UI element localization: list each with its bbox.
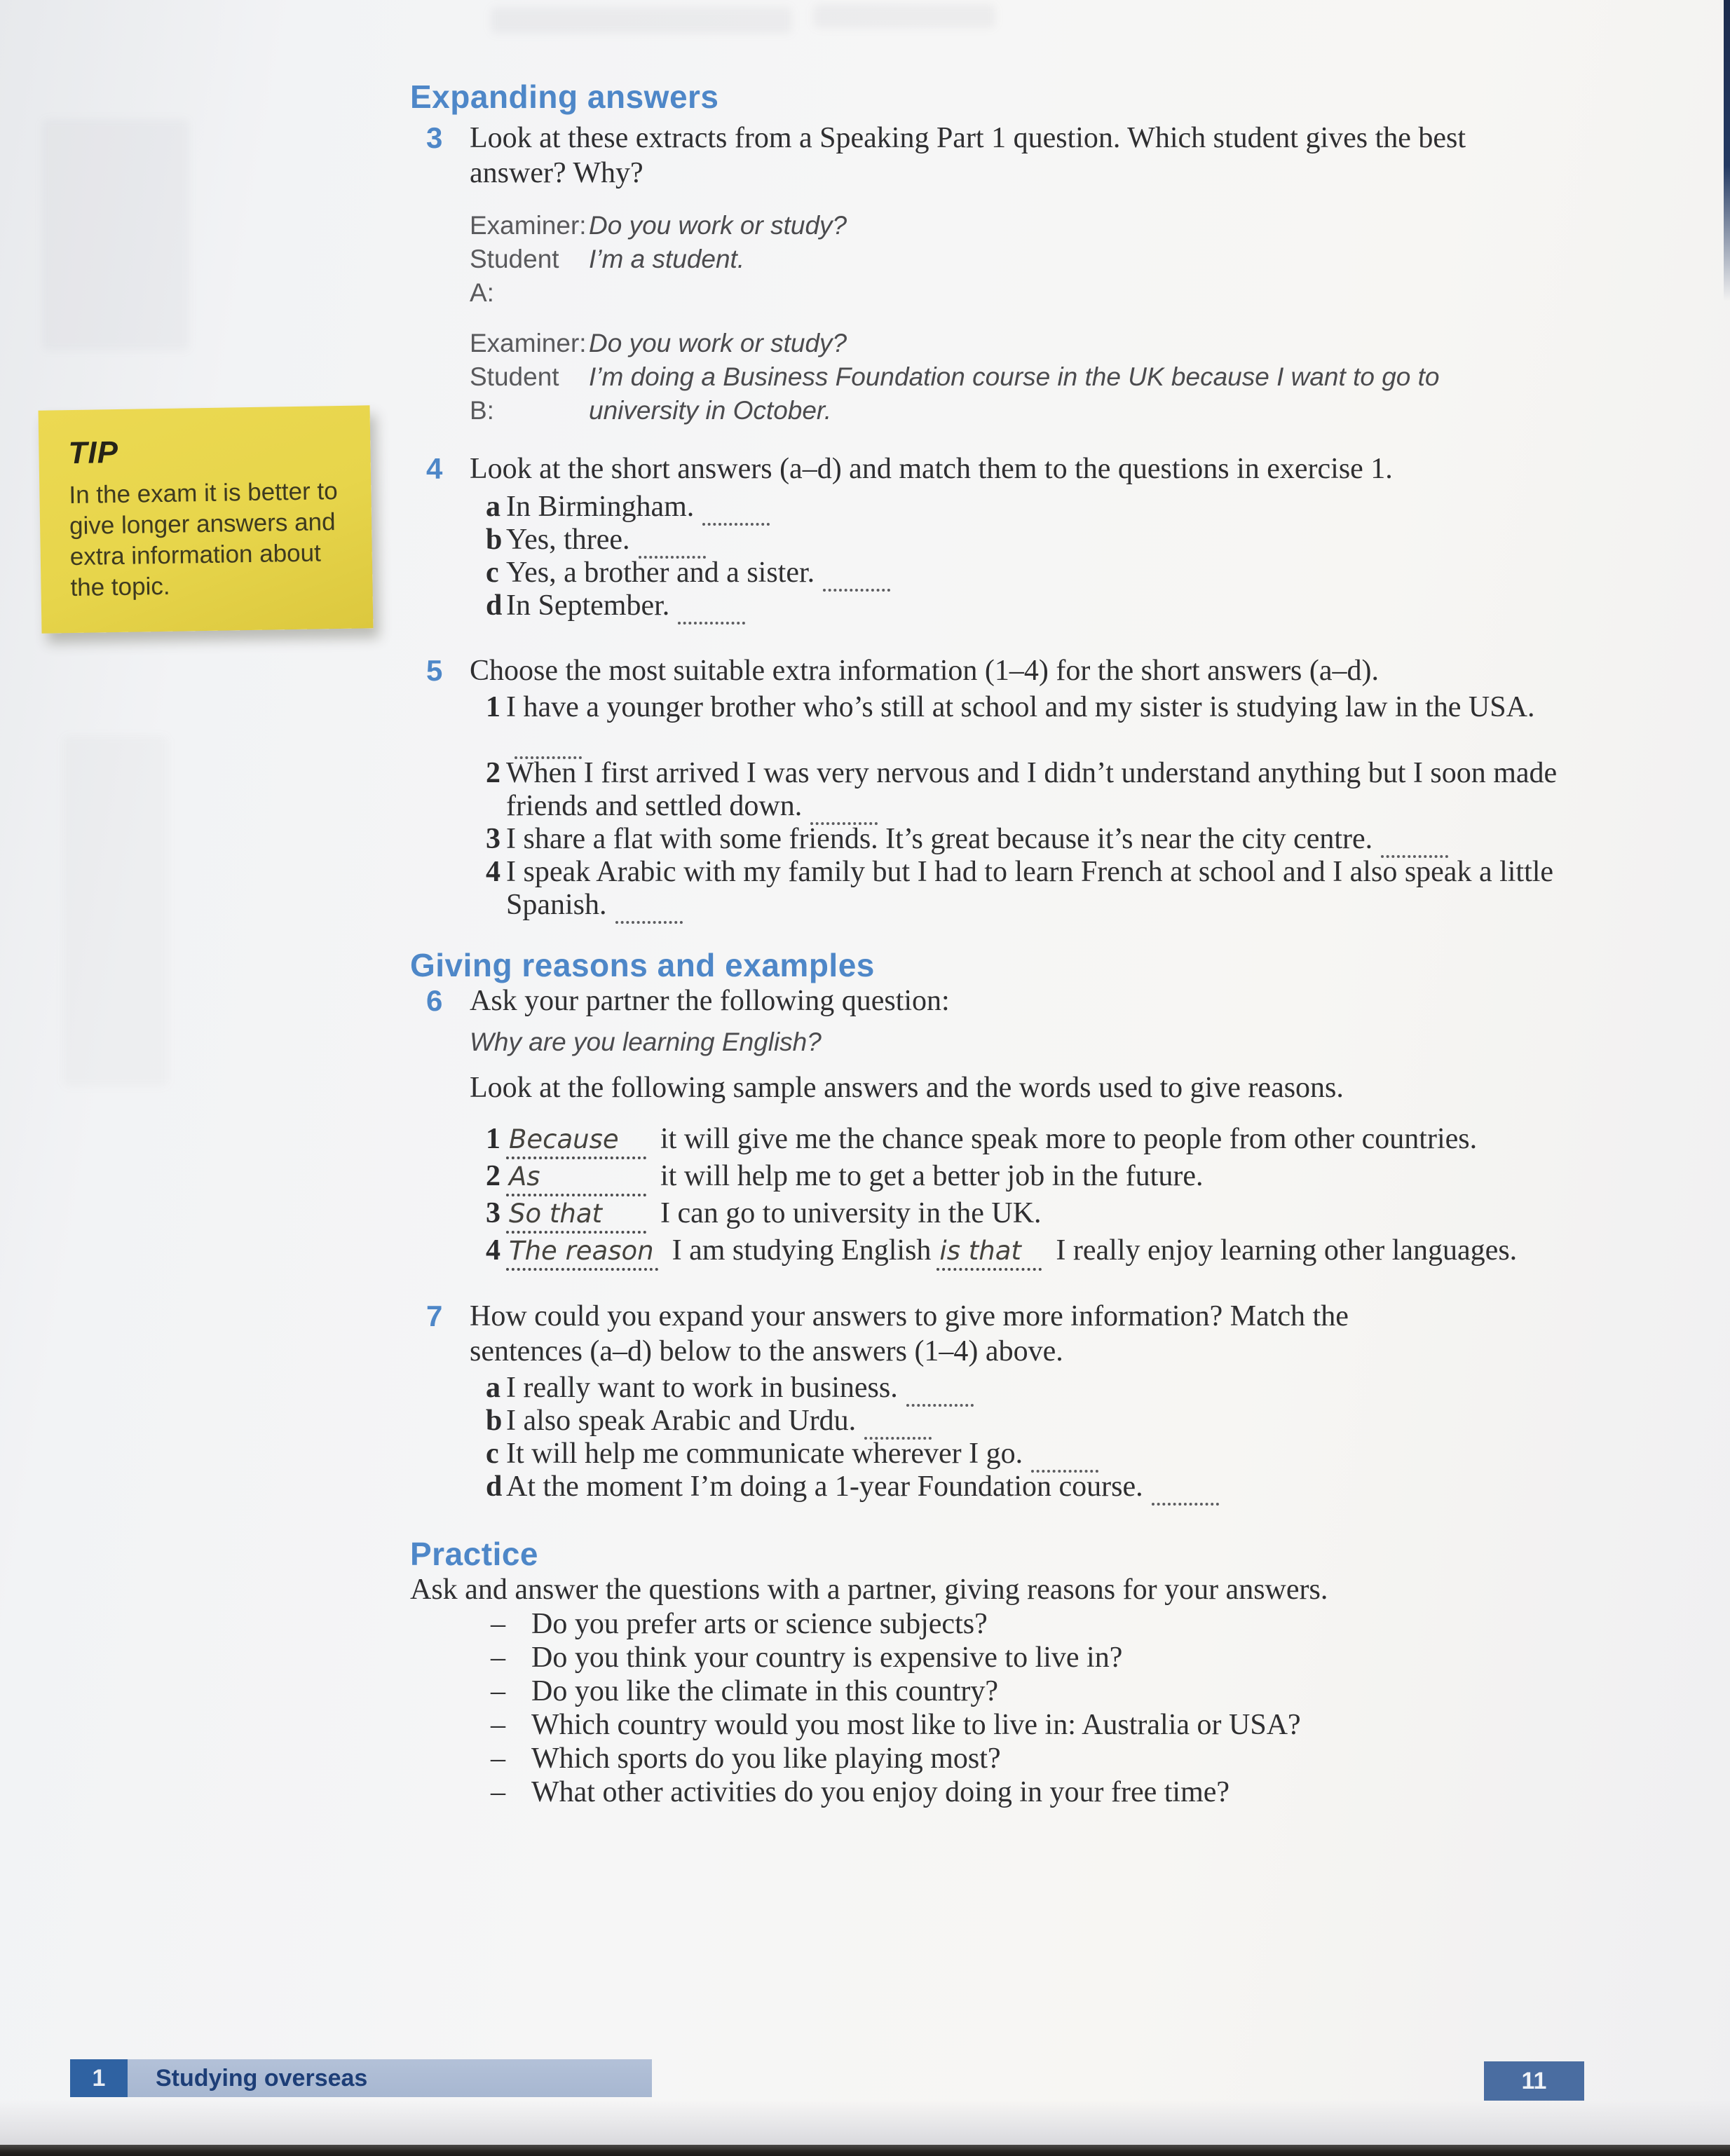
practice-question <box>410 1775 1619 1809</box>
speaker-text: I’m a student. <box>589 245 745 273</box>
list-item: 1 Because it will give me the chance speak more to people from other countries. <box>470 1122 1619 1159</box>
exercise-prompt: Ask your partner the following question: <box>470 985 950 1017</box>
answer-blank <box>823 589 890 592</box>
exercise-prompt: Look at the short answers (a–d) and match them to the questions in exercise 1. <box>470 453 1393 485</box>
question-text: Do you prefer arts or science subjects? <box>531 1608 988 1640</box>
list-item: c It will help me communicate wherever I go. <box>470 1438 1619 1471</box>
answer-blank <box>515 756 582 759</box>
answer-blank <box>864 1437 932 1440</box>
exercise-6 <box>410 983 1619 1018</box>
section-heading-giving-reasons: Giving reasons and examples <box>410 947 875 983</box>
dialogue-line <box>470 209 1619 243</box>
list-item: b Yes, three. <box>470 524 1619 557</box>
sentence-text: At the moment I’m doing a 1-year Foundation course. <box>506 1471 1143 1503</box>
practice-question <box>410 1742 1619 1775</box>
section-heading-practice: Practice <box>410 1536 539 1572</box>
dialogue-line <box>470 360 1619 428</box>
list-item: 3 I share a flat with some friends. It’s great because it’s near the city centre. <box>470 823 1619 856</box>
tip-text: In the exam it is better to give longer answers and extra information about the topic. <box>69 477 338 602</box>
list-item: d At the moment I’m doing a 1-year Foundation course. <box>470 1471 1619 1503</box>
handwritten-answer: is that <box>936 1237 1042 1271</box>
speaker-text: Do you work or study? <box>589 211 847 240</box>
unit-title-bar <box>128 2059 652 2097</box>
speaker-label: Student B: <box>470 362 559 425</box>
dialogue-extract-b <box>470 327 1619 428</box>
unit-number-badge: 1 <box>70 2059 128 2097</box>
handwritten-answer: As <box>506 1163 646 1196</box>
partner-question <box>470 1025 1619 1059</box>
sample-text: it will help me to get a better job in the future. <box>660 1160 1204 1192</box>
list-item: 3 So that I can go to university in the UK. <box>470 1196 1619 1234</box>
speaker-text: Do you work or study? <box>589 329 847 357</box>
speaker-label: Examiner: <box>470 211 587 240</box>
question-text: Which sports do you like playing most? <box>531 1742 1001 1775</box>
option-text: I share a flat with some friends. It’s great because it’s near the city centre. <box>506 823 1373 855</box>
speaker-label: Student A: <box>470 245 559 307</box>
sample-text: I am studying English <box>672 1234 932 1267</box>
tip-note <box>39 405 374 633</box>
question-text: Do you think your country is expensive to live in? <box>531 1642 1123 1674</box>
bleed-through-artifact <box>491 7 792 34</box>
dialogue-line <box>470 327 1619 360</box>
answer-blank <box>1381 855 1448 858</box>
dash-bullet: – <box>491 1675 505 1707</box>
exercise-prompt: Look at these extracts from a Speaking Part 1 question. Which student gives the best answer? Why? <box>470 122 1466 189</box>
practice-instruction: Ask and answer the questions with a partner, giving reasons for your answers. <box>410 1574 1328 1606</box>
list-item: 2 When I first arrived I was very nervous and I didn’t understand anything but I soon made friends and settled down. <box>470 757 1619 823</box>
option-text: I speak Arabic with my family but I had to learn French at school and I also speak a little Spanish. <box>506 856 1554 921</box>
bleed-through-artifact <box>42 119 189 350</box>
practice-questions <box>410 1607 1619 1809</box>
list-item: d In September. <box>470 589 1619 622</box>
sentence-text: I really want to work in business. <box>506 1372 898 1404</box>
list-item: a I really want to work in business. <box>470 1372 1619 1405</box>
exercise-number: 4 <box>426 452 443 485</box>
answer-text: Yes, a brother and a sister. <box>506 557 815 589</box>
answer-blank <box>702 523 770 526</box>
scan-table-edge <box>0 2145 1730 2156</box>
tip-title: TIP <box>68 435 119 471</box>
bleed-through-artifact <box>813 4 995 28</box>
answer-text: In Birmingham. <box>506 491 695 523</box>
exercise-number: 5 <box>426 654 443 687</box>
unit-title: Studying overseas <box>156 2064 368 2092</box>
section-heading-expanding-answers: Expanding answers <box>410 79 719 115</box>
exercise-number: 3 <box>426 121 443 154</box>
dash-bullet: – <box>491 1709 505 1741</box>
sample-text: I really enjoy learning other languages. <box>1056 1234 1518 1267</box>
question-text: What other activities do you enjoy doing in your free time? <box>531 1776 1230 1808</box>
bleed-through-artifact <box>63 736 168 1086</box>
exercise-5 <box>410 653 1619 688</box>
option-text: I have a younger brother who’s still at school and my sister is studying law in the USA. <box>506 691 1535 723</box>
exercise-7-sentences <box>470 1372 1619 1503</box>
exercise-number: 7 <box>426 1299 443 1332</box>
answer-blank <box>1152 1503 1219 1506</box>
exercise-5-options <box>470 691 1619 922</box>
sample-text: I can go to university in the UK. <box>660 1197 1042 1229</box>
question-text: Why are you learning English? <box>470 1028 822 1056</box>
answer-blank <box>639 556 706 559</box>
page-number-badge: 11 <box>1484 2061 1584 2101</box>
answer-text: Yes, three. <box>506 524 630 556</box>
answer-blank <box>906 1404 974 1407</box>
handwritten-answer: The reason <box>506 1237 658 1271</box>
exercise-prompt: Choose the most suitable extra information (1–4) for the short answers (a–d). <box>470 655 1380 687</box>
question-text: Which country would you most like to live in: Australia or USA? <box>531 1709 1301 1741</box>
answer-blank <box>1031 1470 1098 1473</box>
dash-bullet: – <box>491 1776 505 1808</box>
exercise-4-answers <box>470 491 1619 622</box>
sentence-text: It will help me communicate wherever I go. <box>506 1438 1023 1470</box>
dash-bullet: – <box>491 1742 505 1775</box>
list-item: c Yes, a brother and a sister. <box>470 557 1619 589</box>
practice-question <box>410 1708 1619 1742</box>
page-edge-shadow <box>1724 0 1730 301</box>
option-text: When I first arrived I was very nervous and I didn’t understand anything but I soon made friends and settled down. <box>506 757 1558 822</box>
exercise-number: 6 <box>426 984 443 1017</box>
practice-question <box>410 1641 1619 1674</box>
sentence-text: I also speak Arabic and Urdu. <box>506 1405 857 1437</box>
dialogue-extract-a <box>470 209 1619 310</box>
sample-text: it will give me the chance speak more to people from other countries. <box>660 1123 1478 1155</box>
list-item: 1 I have a younger brother who’s still at school and my sister is studying law in the USA. <box>470 691 1619 757</box>
list-item: b I also speak Arabic and Urdu. <box>470 1405 1619 1438</box>
dash-bullet: – <box>491 1608 505 1640</box>
dash-bullet: – <box>491 1642 505 1674</box>
exercise-4 <box>410 451 1619 486</box>
handwritten-answer: So that <box>506 1200 646 1234</box>
answer-blank <box>678 622 745 625</box>
main-content <box>410 79 1619 1809</box>
answer-blank <box>810 822 878 825</box>
exercise-7 <box>410 1299 1619 1369</box>
answer-blank <box>615 921 683 924</box>
speaker-label: Examiner: <box>470 329 587 357</box>
list-item: 4 I speak Arabic with my family but I had to learn French at school and I also speak a little Spanish. <box>470 856 1619 922</box>
exercise-6-instruction: Look at the following sample answers and the words used to give reasons. <box>470 1072 1344 1104</box>
answer-text: In September. <box>506 589 670 622</box>
page-bottom-shading <box>0 2100 1730 2145</box>
exercise-6-sample-answers <box>470 1122 1619 1271</box>
question-text: Do you like the climate in this country? <box>531 1675 999 1707</box>
exercise-3 <box>410 121 1619 191</box>
handwritten-answer: Because <box>506 1126 646 1159</box>
practice-question <box>410 1674 1619 1708</box>
dialogue-line <box>470 243 1619 310</box>
exercise-prompt: How could you expand your answers to give more information? Match the sentences (a–d) below to the answers (1–4) above. <box>470 1300 1349 1367</box>
list-item: 4 The reason I am studying English is that I really enjoy learning other languages. <box>470 1234 1619 1271</box>
footer-unit-banner <box>70 2059 652 2097</box>
list-item: 2 As it will help me to get a better job in the future. <box>470 1159 1619 1196</box>
practice-question <box>410 1607 1619 1641</box>
list-item: a In Birmingham. <box>470 491 1619 524</box>
speaker-text: I’m doing a Business Foundation course in the UK because I want to go to university in October. <box>589 362 1440 425</box>
